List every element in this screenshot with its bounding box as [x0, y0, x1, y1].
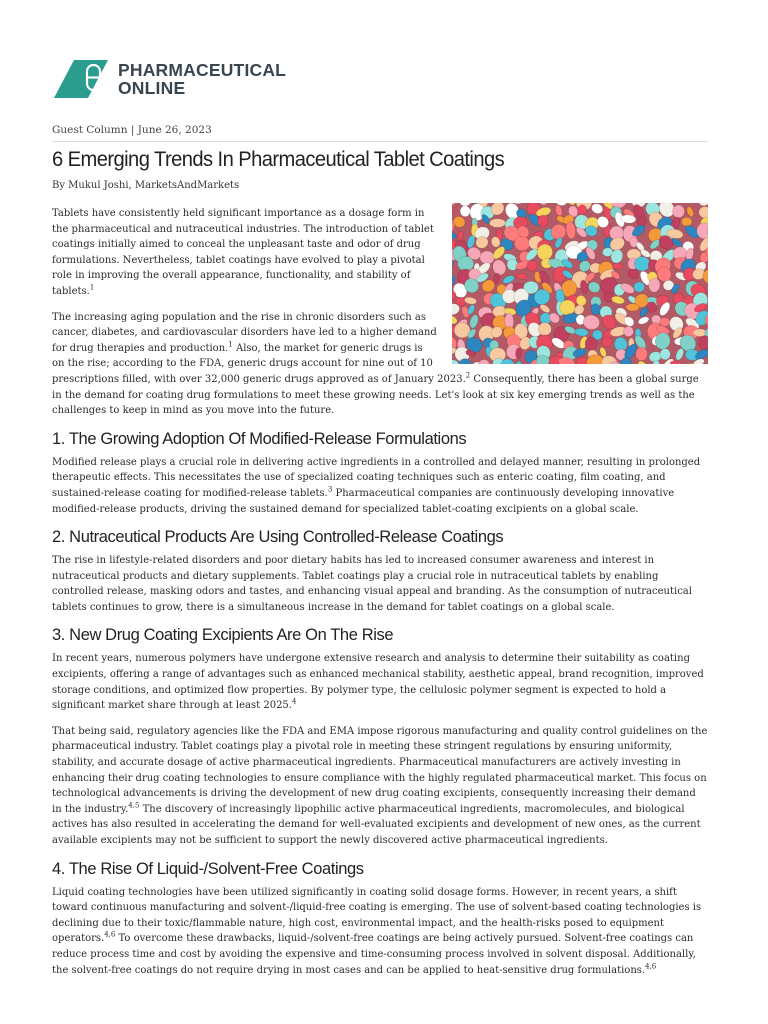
brand-wordmark [118, 61, 286, 97]
section-4-paragraph: Liquid coating technologies have been utilized significantly in coating solid dosage forms. However, in recent years, a shift toward continuous manufacturing and solvent-/liquid-free coating is emerging. The use of solvent-based coating technologies is declining due to their toxic/flammable nature, high cost, environmental impact, and the health-risks posed to equipment operators.$^{4,6}$ To overcome these drawbacks, liquid-/solvent-free coatings are being actively pursued. Solvent-free coatings can reduce process time and cost by avoiding the expensive and time-consuming process involved in solvent disposal. Additionally, the solvent-free coatings do not require drying in most cases and can be applied to heat-sensitive drug formulations.$^{4,6}$ [52, 886, 702, 976]
article-byline: By Mukul Joshi, MarketsAndMarkets [52, 180, 240, 191]
section-3-paragraph-2: That being said, regulatory agencies like the FDA and EMA impose rigorous manufacturing and quality control guidelines on the pharmaceutical industry. Tablet coatings play a pivotal role in meeting these stringent regulations by ensuring uniformity, stability, and accurate dosage of active pharmaceutical ingredients. Pharmaceutical manufacturers are actively investing in enhancing their drug coating technologies to ensure compliance with the highly regulated pharmaceutical market. This focus on technological advancements is driving the development of new drug coating excipients, consequently increasing their demand in the industry.$^{4,5}$ The discovery of increasingly lipophilic active pharmaceutical ingredients, macromolecules, and biological actives has also resulted in accelerating the demand for well-evaluated excipients and development of new ones, as the current available excipients may not be sufficient to support the newly discovered active pharmaceutical ingredients. [52, 725, 708, 846]
section-4-heading: 4. The Rise Of Liquid-/Solvent-Free Coatings [52, 858, 364, 878]
pill-shape [634, 282, 645, 293]
section-1-heading: 1. The Growing Adoption Of Modified-Release Formulations [52, 428, 467, 448]
section-3-heading: 3. New Drug Coating Excipients Are On The Rise [52, 625, 394, 645]
section-3-paragraph-1: In recent years, numerous polymers have undergone extensive research and analysis to determine their suitability as coating excipients, offering a range of advantages such as enhanced mechanical stability, aesthetic appeal, brand recognition, improved storage conditions, and optimized flow properties. By polymer type, the cellulosic polymer segment is expected to hold a significant market share through at least 2025.$^4$ [52, 653, 704, 712]
header-divider [52, 141, 708, 142]
intro-paragraph-2: The increasing aging population and the rise in chronic disorders such as cancer, diabetes, and cardiovascular disorders have led to a higher demand for drug therapies and production.$^1$ Also, the market for generic drugs is on the rise; according to the FDA, generic drugs account for nine out of 10 prescriptions filled, with over 32,000 generic drugs approved as of January 2023.$^2$ Consequently, there has been a global surge in the demand for coating drug formulations to meet these growing needs. Let's look at six key emerging trends as well as the challenges to keep in mind as you move into the future. [52, 311, 699, 417]
brand-logo[interactable] [54, 58, 286, 100]
pill-shape [635, 347, 647, 361]
pill-shape [660, 317, 671, 326]
pill-shape [623, 326, 634, 337]
pill-shape [660, 348, 671, 360]
pill-shape [634, 257, 650, 271]
section-2-heading: 2. Nutraceutical Products Are Using Controlled-Release Coatings [52, 527, 504, 547]
section-2-paragraph: The rise in lifestyle-related disorders and poor dietary habits has led to increased consumer awareness and interest in nutraceutical products and dietary supplements. Tablet coatings play a crucial role in nutraceutical tablets by enabling controlled release, masking odors and tastes, and enhancing visual appeal and branding. As the consumption of nutraceutical tablets continues to grow, there is a simultaneous increase in the demand for tablet coatings on a global scale. [52, 555, 692, 613]
pill-shape [489, 219, 505, 228]
article-meta: Guest Column | June 26, 2023 [52, 124, 212, 136]
section-1-paragraph: Modified release plays a crucial role in delivering active ingredients in a controlled and delayed manner, resulting in prolonged therapeutic effects. This necessitates the use of specialized coating techniques such as enteric coating, film coating, and sustained-release coating for modified-release tablets.$^3$ Pharmaceutical companies are continuously developing innovative modified-release products, driving the sustained demand for specialized tablet-coating excipients on a global scale. [52, 456, 701, 515]
intro-paragraph-1: Tablets have consistently held significant importance as a dosage form in the pharmaceutical and nutraceutical industries. The introduction of tablet coatings initially aimed to conceal the unpleasant taste and odor of drug formulations. Nevertheless, tablet coatings have evolved to play a pivotal role in improving the overall appearance, functionality, and stability of tablets.$^1$ [52, 208, 434, 297]
pill-shape [626, 303, 640, 311]
capsule-logo-icon [54, 58, 116, 100]
brand-line-1: PHARMACEUTICAL [118, 60, 287, 80]
pill-shape [515, 348, 521, 359]
brand-line-2: ONLINE [118, 78, 186, 98]
article-body [52, 206, 708, 988]
article-title: 6 Emerging Trends In Pharmaceutical Tablet Coatings [52, 148, 505, 171]
pills-photo [452, 203, 708, 364]
pill-shape [681, 217, 692, 226]
pill-shape [460, 206, 470, 217]
